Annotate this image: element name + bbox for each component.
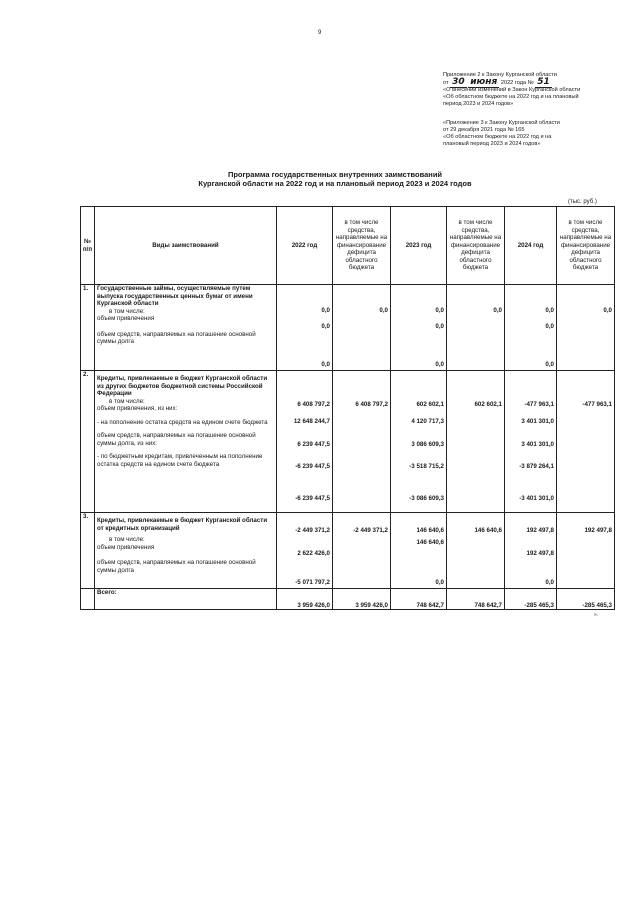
row-value: 0,0 bbox=[435, 323, 444, 330]
section-total-value: 602 602,1 bbox=[474, 401, 502, 408]
section-incl: в том числе: bbox=[109, 307, 145, 315]
row-value: 0,0 bbox=[545, 579, 554, 586]
table-row-total bbox=[81, 589, 615, 610]
header-year: 2022 года № bbox=[500, 80, 534, 86]
row-label: объем привлечения bbox=[97, 315, 155, 322]
section-total-value: 146 640,6 bbox=[474, 527, 502, 534]
header-line-3: «О внесении изменений в Закон Курганской области bbox=[443, 87, 581, 93]
section-title: Кредиты, привлекаемые в бюджет Курганской области из других бюджетов бюджетной системы Российской Федерации bbox=[97, 375, 268, 397]
header-line-1: Приложение 2 к Закону Курганской области bbox=[443, 72, 557, 78]
section-total-value: 6 408 797,2 bbox=[355, 401, 388, 408]
value-cell bbox=[505, 513, 557, 589]
handwritten-month: июня bbox=[470, 77, 498, 87]
row-value: 3 401 301,0 bbox=[521, 418, 554, 425]
table-header-row bbox=[81, 207, 615, 285]
value-cell bbox=[391, 513, 447, 589]
section-total-value: 0,0 bbox=[545, 307, 554, 314]
col-header-deficit-2024: в том числе средства, направляемые на финансирование дефицита областного бюджета bbox=[557, 207, 615, 285]
section-total-value: 0,0 bbox=[379, 307, 388, 314]
value-cell bbox=[277, 513, 333, 589]
row-value: 4 120 717,3 bbox=[411, 418, 444, 425]
units-label: (тыс. руб.) bbox=[568, 199, 597, 205]
table-row-section-3 bbox=[81, 513, 615, 589]
row-value: 0,0 bbox=[545, 361, 554, 368]
total-value: -285 465,3 bbox=[557, 589, 615, 610]
value-cell bbox=[557, 285, 615, 371]
title-line-1: Программа государственных внутренних заимствований bbox=[227, 170, 443, 179]
row-value: 12 648 244,7 bbox=[293, 418, 330, 425]
header-line-5: период 2023 и 2024 годов» bbox=[443, 101, 514, 107]
document-title bbox=[80, 170, 590, 188]
value-cell bbox=[333, 371, 391, 513]
col-header-2022: 2022 год bbox=[277, 207, 333, 285]
section-number: 2. bbox=[81, 371, 95, 513]
section-description bbox=[95, 285, 277, 371]
section-total-value: 0,0 bbox=[321, 307, 330, 314]
section-total-value: 0,0 bbox=[493, 307, 502, 314]
header-line-4: «Об областном бюджете на 2022 год и на плановый bbox=[443, 94, 579, 100]
section-incl: в том числе: bbox=[109, 397, 145, 405]
col-header-2024: 2024 год bbox=[505, 207, 557, 285]
header-line-8: «Об областном бюджете на 2022 год и на bbox=[443, 134, 552, 140]
row-value: 3 086 609,3 bbox=[411, 441, 444, 448]
section-total-value: 146 640,6 bbox=[416, 527, 444, 534]
row-value: -6 239 447,5 bbox=[295, 463, 330, 470]
value-cell bbox=[391, 371, 447, 513]
section-total-value: 192 497,8 bbox=[526, 527, 554, 534]
section-total-value: 0,0 bbox=[435, 307, 444, 314]
row-value: 0,0 bbox=[435, 361, 444, 368]
value-cell bbox=[505, 371, 557, 513]
total-value: 748 642,7 bbox=[391, 589, 447, 610]
value-cell bbox=[333, 513, 391, 589]
value-cell bbox=[391, 285, 447, 371]
col-header-deficit-2023: в том числе средства, направляемые на финансирование дефицита областного бюджета bbox=[447, 207, 505, 285]
row-value: 192 497,8 bbox=[526, 550, 554, 557]
value-cell bbox=[447, 285, 505, 371]
row-label: - на пополнение остатка средств на едином счете бюджета bbox=[97, 418, 268, 426]
section-title: Кредиты, привлекаемые в бюджет Курганской области от кредитных организаций bbox=[97, 517, 268, 532]
value-cell bbox=[277, 285, 333, 371]
header-line-7: от 29 декабря 2021 года № 165 bbox=[443, 127, 525, 133]
row-label: объем привлечения bbox=[97, 543, 155, 551]
row-value: 6 239 447,5 bbox=[297, 441, 330, 448]
row-value: -3 401 301,0 bbox=[519, 495, 554, 502]
row-label: объем средств, направляемых на погашение основной суммы долга bbox=[97, 330, 256, 345]
row-value: 0,0 bbox=[321, 323, 330, 330]
page-number: 9 bbox=[318, 30, 322, 36]
section-total-value: 0,0 bbox=[603, 307, 612, 314]
section-description bbox=[95, 513, 277, 589]
value-cell bbox=[557, 513, 615, 589]
handwritten-day: 30 bbox=[452, 77, 465, 87]
col-header-2023: 2023 год bbox=[391, 207, 447, 285]
borrowings-table bbox=[80, 206, 615, 610]
section-total-value: -477 963,1 bbox=[582, 401, 612, 408]
col-header-deficit-2022: в том числе средства, направляемые на финансирование дефицита областного бюджета bbox=[333, 207, 391, 285]
table-row-section-2 bbox=[81, 371, 615, 513]
value-cell bbox=[557, 371, 615, 513]
row-value: 2 622 426,0 bbox=[297, 550, 330, 557]
section-description bbox=[95, 371, 277, 513]
closing-quote-mark: ». bbox=[594, 612, 599, 618]
table-row-section-1 bbox=[81, 285, 615, 371]
total-no-cell bbox=[81, 589, 95, 610]
section-title: Государственные займы, осуществляемые путем выпуска государственных ценных бумаг от имени Курганской области bbox=[97, 285, 253, 307]
col-header-no: № п/п bbox=[81, 207, 95, 285]
row-value: -6 239 447,5 bbox=[295, 495, 330, 502]
header-line-6: «Приложение 3 к Закону Курганской области bbox=[443, 120, 560, 126]
handwritten-law-number: 51 bbox=[537, 77, 550, 87]
value-cell bbox=[277, 371, 333, 513]
col-header-name: Виды заимствований bbox=[95, 207, 277, 285]
value-cell bbox=[447, 371, 505, 513]
row-value: 3 401 301,0 bbox=[521, 441, 554, 448]
section-total-value: -2 449 371,2 bbox=[353, 527, 388, 534]
section-total-value: 192 497,8 bbox=[584, 527, 612, 534]
total-value: 3 959 426,0 bbox=[333, 589, 391, 610]
value-cell bbox=[447, 513, 505, 589]
section-total-value: -477 963,1 bbox=[524, 401, 554, 408]
row-label: объем средств, направляемых на погашение основной суммы долга bbox=[97, 559, 256, 574]
document-header bbox=[443, 72, 633, 148]
row-label: - по бюджетным кредитам, привлеченным на пополнение остатка средств на едином счете бюджета bbox=[97, 453, 263, 468]
header-date-line bbox=[443, 79, 633, 87]
row-value: 0,0 bbox=[545, 323, 554, 330]
total-value: -285 465,3 bbox=[505, 589, 557, 610]
row-value: -3 518 715,2 bbox=[409, 463, 444, 470]
section-total-value: 602 602,1 bbox=[416, 401, 444, 408]
value-cell bbox=[505, 285, 557, 371]
row-value: -5 071 797,2 bbox=[295, 579, 330, 586]
section-number: 1. bbox=[81, 285, 95, 371]
total-value: 3 959 426,0 bbox=[277, 589, 333, 610]
title-line-2: Курганской области на 2022 год и на плановый период 2023 и 2024 годов bbox=[198, 179, 472, 188]
value-cell bbox=[333, 285, 391, 371]
total-value: 748 642,7 bbox=[447, 589, 505, 610]
row-value: -3 086 609,3 bbox=[409, 495, 444, 502]
row-value: 0,0 bbox=[321, 361, 330, 368]
row-value: 146 640,6 bbox=[416, 539, 444, 546]
row-label: объем средств, направляемых на погашение основной суммы долга, из них: bbox=[97, 432, 256, 447]
total-label: Всего: bbox=[95, 589, 277, 610]
section-total-value: 6 408 797,2 bbox=[297, 401, 330, 408]
row-value: 0,0 bbox=[435, 579, 444, 586]
row-label: объем привлечения, из них: bbox=[97, 405, 178, 412]
section-incl: в том числе: bbox=[109, 536, 145, 543]
row-value: -3 879 264,1 bbox=[519, 463, 554, 470]
header-from-label: от bbox=[443, 80, 449, 86]
section-number: 3. bbox=[81, 513, 95, 589]
header-line-9: плановый период 2023 и 2024 годов» bbox=[443, 141, 541, 147]
section-total-value: -2 449 371,2 bbox=[295, 527, 330, 534]
